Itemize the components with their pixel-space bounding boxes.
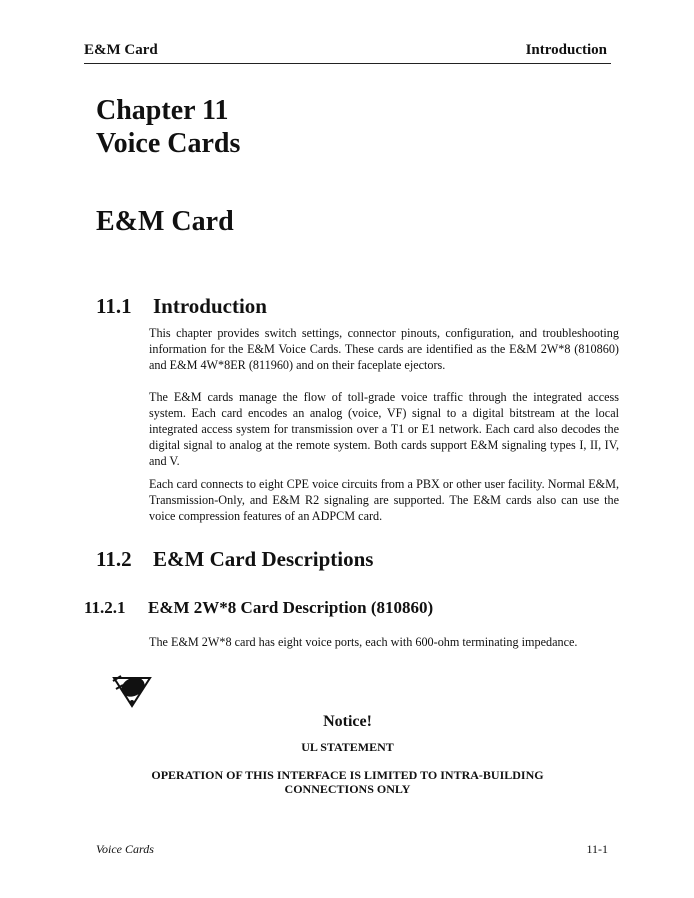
- intro-paragraph-2: The E&M cards manage the flow of toll-grade voice traffic through the integrated access system. Each card encodes an analog (voice, VF) signal to a digital bitstream at the local integrated access system for transmission over a T1 or E1 network. Each card also decodes the digital signal to analog at the remote system. Both cards support E&M signaling types I, II, IV, and V.: [149, 390, 619, 468]
- section-number: 11.2: [96, 547, 132, 571]
- chapter-heading: [96, 94, 240, 160]
- section-title: E&M Card Descriptions: [153, 547, 374, 571]
- notice-text-line-2: CONNECTIONS ONLY: [284, 782, 411, 796]
- chapter-title: Voice Cards: [96, 128, 241, 159]
- notice-title: Notice!: [323, 713, 372, 730]
- subsection-title: E&M 2W*8 Card Description (810860): [148, 598, 434, 617]
- header-right: Introduction: [525, 42, 607, 58]
- section-11-2-heading: [96, 547, 373, 572]
- notice-text: [84, 768, 611, 796]
- chapter-number: Chapter 11: [96, 95, 229, 126]
- section-11-2-1-heading: [84, 598, 433, 618]
- intro-paragraph-3: Each card connects to eight CPE voice circuits from a PBX or other user facility. Normal E&M, Transmission-Only, and E&M R2 signaling are supported. The E&M cards also can use the voice compression features of an ADPCM card.: [149, 477, 619, 523]
- section-number: 11.1: [96, 294, 132, 318]
- notice-subtitle: UL STATEMENT: [301, 740, 394, 754]
- page-number: 11-1: [586, 842, 608, 856]
- intro-paragraph-1: This chapter provides switch settings, connector pinouts, configuration, and troubleshooting information for the E&M Voice Cards. These cards are identified as the E&M 2W*8 (810860) and E&M 4W*8ER (811960) and on their faceplate ejectors.: [149, 326, 619, 372]
- subsection-number: 11.2.1: [84, 598, 126, 617]
- notice-icon: [110, 672, 154, 708]
- footer-left: Voice Cards: [96, 842, 154, 856]
- section-title: Introduction: [153, 294, 267, 318]
- header-rule: [84, 63, 611, 64]
- page-title: E&M Card: [96, 206, 234, 237]
- section-11-1-heading: [96, 294, 267, 319]
- header-left: E&M Card: [84, 42, 158, 58]
- card-description-paragraph: The E&M 2W*8 card has eight voice ports, each with 600-ohm terminating impedance.: [149, 635, 578, 649]
- notice-text-line-1: OPERATION OF THIS INTERFACE IS LIMITED TO INTRA-BUILDING: [151, 768, 544, 782]
